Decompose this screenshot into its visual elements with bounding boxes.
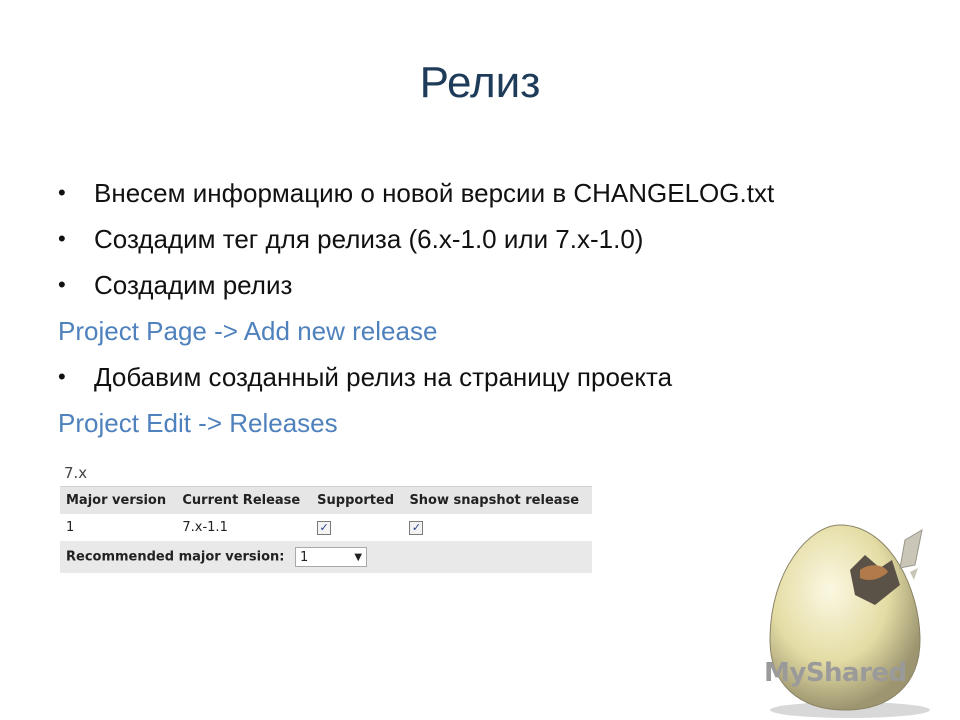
nav-path-text: Project Edit -> Releases	[58, 407, 338, 438]
list-item	[58, 216, 918, 262]
snapshot-cell	[403, 514, 592, 541]
egg-logo-icon	[740, 510, 960, 720]
list-item	[58, 262, 918, 308]
watermark: MyShared	[764, 658, 907, 688]
list-item	[58, 170, 918, 216]
releases-screenshot	[60, 460, 595, 580]
column-header: Major version	[60, 487, 176, 515]
chevron-down-icon: ▼	[354, 551, 363, 563]
column-header: Supported	[311, 487, 403, 515]
section-label: 7.x	[64, 464, 88, 482]
select-value: 1	[300, 549, 309, 565]
list-item-text: Создадим тег для релиза (6.x-1.0 или 7.x-1.0)	[94, 223, 644, 254]
supported-checkbox[interactable]: ✓	[317, 521, 331, 535]
supported-cell	[311, 514, 403, 541]
bullet-icon: •	[58, 226, 66, 251]
recommended-version-select[interactable]	[295, 547, 367, 567]
recommended-row	[60, 541, 592, 573]
column-header: Show snapshot release	[403, 487, 592, 515]
list-item	[58, 354, 918, 400]
nav-path-text: Project Page -> Add new release	[58, 315, 438, 346]
bullet-list	[58, 170, 918, 446]
slide-title: Релиз	[419, 58, 541, 107]
list-item-text: Добавим созданный релиз на страницу проекта	[94, 361, 673, 392]
releases-table	[60, 486, 592, 573]
table-header-row	[60, 487, 592, 515]
nav-path	[58, 308, 918, 354]
nav-path	[58, 400, 918, 446]
current-release-cell: 7.x-1.1	[176, 514, 311, 541]
bullet-icon: •	[58, 180, 66, 205]
column-header: Current Release	[176, 487, 311, 515]
list-item-text: Создадим релиз	[94, 269, 293, 300]
table-row	[60, 514, 592, 541]
recommended-label: Recommended major version:	[66, 549, 285, 565]
recommended-cell	[60, 541, 592, 573]
major-version-cell: 1	[60, 514, 176, 541]
snapshot-checkbox[interactable]: ✓	[409, 521, 423, 535]
list-item-text: Внесем информацию о новой версии в CHANGELOG.txt	[94, 177, 775, 208]
bullet-icon: •	[58, 364, 66, 389]
bullet-icon: •	[58, 272, 66, 297]
